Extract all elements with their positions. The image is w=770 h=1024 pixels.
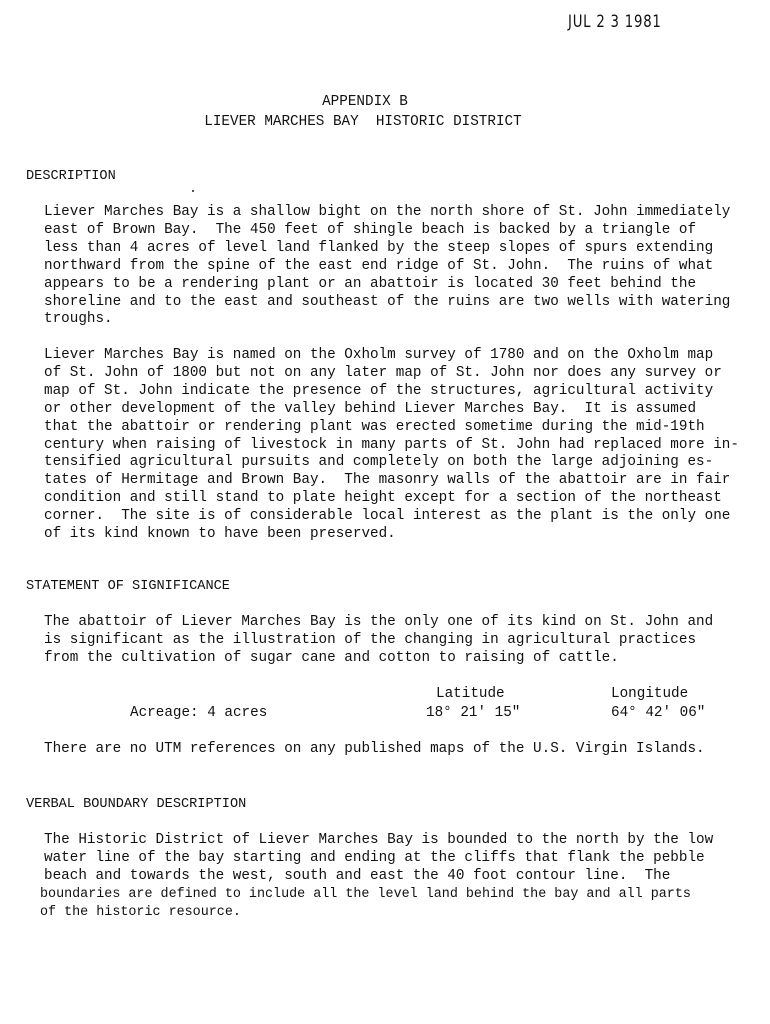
- text-line: condition and still stand to plate height except for a section of the northeast: [44, 490, 722, 507]
- text-line: Liever Marches Bay is a shallow bight on the north shore of St. John immediately: [44, 204, 731, 220]
- text-line: The Historic District of Liever Marches Bay is bounded to the north by the low: [44, 832, 714, 848]
- latitude-value: 18° 21' 15": [426, 705, 521, 721]
- text-line: boundaries are defined to include all the level land behind the bay and all parts: [40, 887, 691, 902]
- boundary-heading: VERBAL BOUNDARY DESCRIPTION: [26, 797, 247, 812]
- text-line: of the historic resource.: [40, 904, 241, 920]
- description-heading: DESCRIPTION: [26, 169, 116, 184]
- significance-paragraph: [44, 614, 744, 668]
- text-line: that the abattoir or rendering plant was erected sometime during the mid-19th: [44, 418, 705, 435]
- text-line: from the cultivation of sugar cane and cotton to raising of cattle.: [44, 649, 619, 666]
- significance-heading: STATEMENT OF SIGNIFICANCE: [26, 579, 230, 594]
- text-line: Liever Marches Bay is named on the Oxholm survey of 1780 and on the Oxholm map: [44, 347, 714, 363]
- speck-mark: [192, 190, 194, 192]
- text-line: The abattoir of Liever Marches Bay is the only one of its kind on St. John and: [44, 614, 714, 630]
- latitude-label: Latitude: [436, 686, 505, 702]
- district-title: LIEVER MARCHES BAY HISTORIC DISTRICT: [204, 114, 522, 130]
- text-line: of St. John of 1800 but not on any later map of St. John nor does any survey or: [44, 364, 722, 381]
- text-line: map of St. John indicate the presence of the structures, agricultural activity: [44, 382, 714, 399]
- appendix-title: APPENDIX B: [322, 94, 408, 110]
- text-line: tensified agricultural pursuits and completely on both the large adjoining es-: [44, 454, 714, 471]
- text-line: water line of the bay starting and ending at the cliffs that flank the pebble: [44, 849, 705, 866]
- text-line: shoreline and to the east and southeast of the ruins are two wells with watering: [44, 293, 731, 310]
- text-line: northward from the spine of the east end ridge of St. John. The ruins of what: [44, 257, 714, 274]
- boundary-paragraph-continued: [40, 886, 750, 922]
- text-line: appears to be a rendering plant or an abattoir is located 30 feet behind the: [44, 275, 697, 292]
- text-line: corner. The site is of considerable local interest as the plant is the only one: [44, 508, 731, 525]
- text-line: or other development of the valley behind Liever Marches Bay. It is assumed: [44, 400, 697, 417]
- text-line: of its kind known to have been preserved.: [44, 526, 396, 543]
- longitude-value: 64° 42' 06": [611, 705, 706, 721]
- text-line: troughs.: [44, 311, 113, 328]
- description-paragraph-2: [44, 347, 744, 544]
- text-line: is significant as the illustration of the changing in agricultural practices: [44, 631, 697, 648]
- text-line: century when raising of livestock in many parts of St. John had replaced more in-: [44, 436, 739, 453]
- text-line: tates of Hermitage and Brown Bay. The masonry walls of the abattoir are in fair: [44, 472, 731, 489]
- text-line: beach and towards the west, south and east the 40 foot contour line. The: [44, 867, 671, 884]
- longitude-label: Longitude: [611, 686, 689, 702]
- acreage-value: Acreage: 4 acres: [130, 705, 268, 721]
- boundary-paragraph: [44, 832, 744, 886]
- description-paragraph-1: [44, 204, 744, 329]
- utm-note: [44, 741, 744, 759]
- text-line: There are no UTM references on any published maps of the U.S. Virgin Islands.: [44, 741, 705, 757]
- text-line: east of Brown Bay. The 450 feet of shingle beach is backed by a triangle of: [44, 221, 697, 238]
- date-stamp: JUL 2 3 1981: [568, 12, 662, 32]
- text-line: less than 4 acres of level land flanked by the steep slopes of spurs extending: [44, 239, 714, 256]
